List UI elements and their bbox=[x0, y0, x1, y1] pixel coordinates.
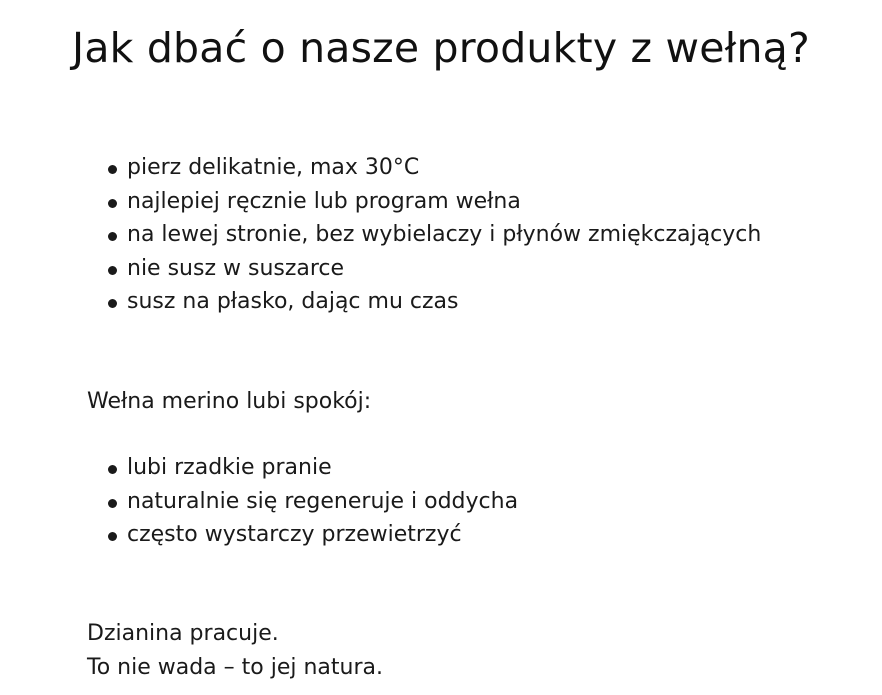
list-item: susz na płasko, dając mu czas bbox=[107, 285, 761, 319]
closing-line-1: Dzianina pracuje. bbox=[87, 621, 279, 646]
closing-line-2: To nie wada – to jej natura. bbox=[87, 654, 383, 680]
list-item: pierz delikatnie, max 30°C bbox=[107, 151, 761, 185]
list-item: często wystarczy przewietrzyć bbox=[107, 518, 518, 552]
list-item: naturalnie się regeneruje i oddycha bbox=[107, 485, 518, 519]
merino-list bbox=[107, 451, 518, 552]
list-item: nie susz w suszarce bbox=[107, 252, 761, 286]
closing-text bbox=[87, 617, 383, 684]
care-list bbox=[107, 151, 761, 319]
merino-heading: Wełna merino lubi spokój: bbox=[87, 389, 372, 414]
page-title: Jak dbać o nasze produkty z wełną? bbox=[72, 24, 810, 72]
list-item: na lewej stronie, bez wybielaczy i płynów zmiękczających bbox=[107, 218, 761, 252]
list-item: lubi rzadkie pranie bbox=[107, 451, 518, 485]
list-item: najlepiej ręcznie lub program wełna bbox=[107, 185, 761, 219]
